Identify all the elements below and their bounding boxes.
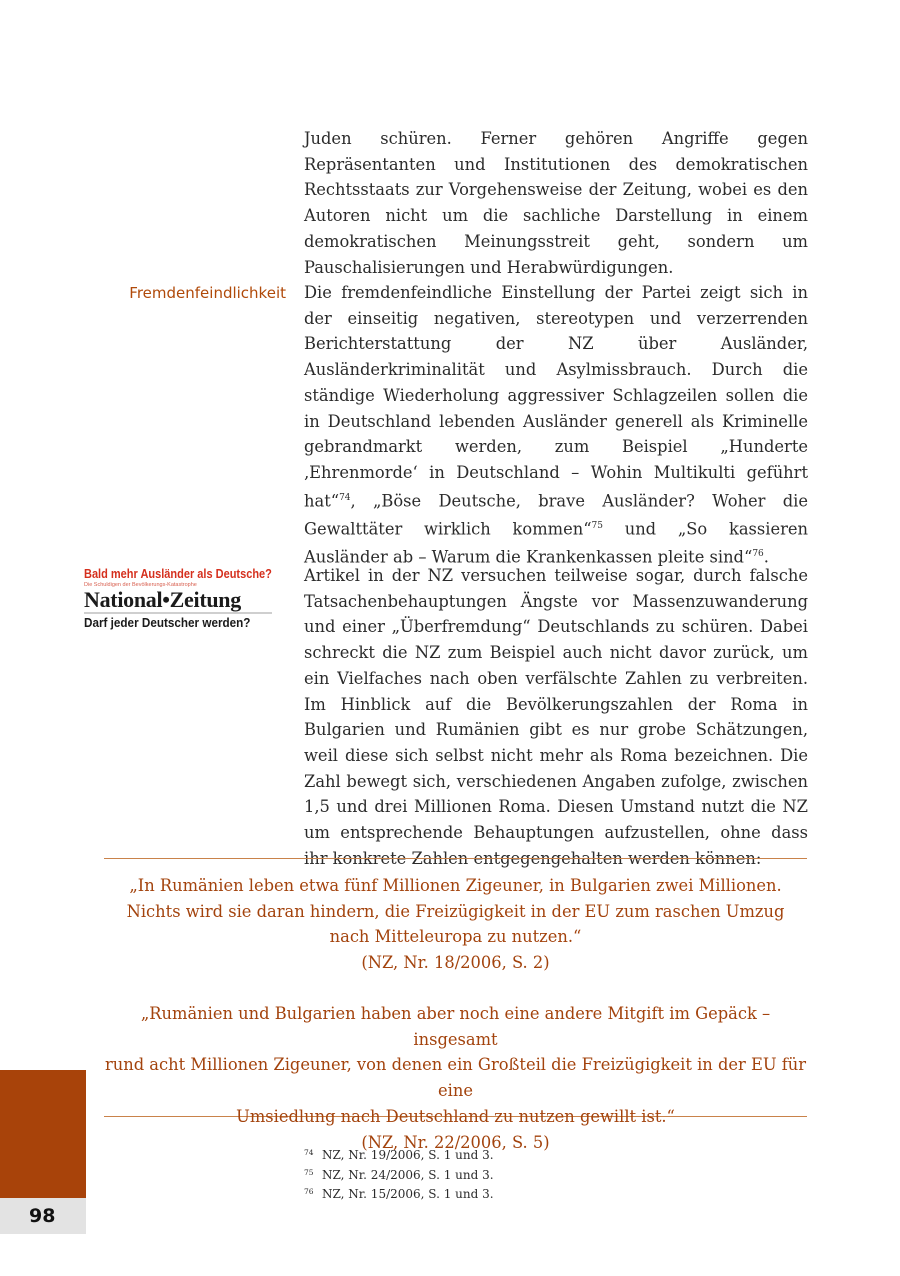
clipping-divider [84, 612, 272, 614]
footnotes [304, 1146, 704, 1205]
quote-1-line-3: nach Mitteleuropa zu nutzen.“ [329, 927, 582, 947]
quote-2-line-1: „Rumänien und Bulgarien haben aber noch eine andere Mitgift im Gepäck – insgesamt [140, 1004, 771, 1049]
footnote-item [304, 1166, 704, 1186]
paragraph-2-part-d: . [763, 547, 769, 567]
quote-1-source: (NZ, Nr. 18/2006, S. 2) [361, 953, 550, 973]
quote-1 [104, 873, 807, 976]
footnote-text: NZ, Nr. 24/2006, S. 1 und 3. [322, 1167, 494, 1182]
paragraph-3 [304, 563, 808, 871]
quote-2 [104, 1001, 807, 1155]
paragraph-2-part-c: und „So kassieren Ausländer ab – Warum die Krankenkassen pleite sind“ [304, 519, 808, 567]
quote-2-line-3: Umsiedlung nach Deutschland zu nutzen gewillt ist.“ [236, 1106, 675, 1126]
paragraph-1-text: Juden schüren. Ferner gehören Angriffe gegen Repräsentanten und Institutionen des demokratischen Rechtsstaats zur Vorgehensweise der Zeitung, wobei es den Autoren nicht um die sachliche Darstellung in einem demokratischen Meinungsstreit geht, sondern um Pauschalisierungen und Herabwürdigungen. [304, 129, 808, 277]
paragraph-2-text [304, 280, 808, 570]
footnote-ref-76: 76 [752, 548, 764, 559]
paragraph-2-part-a: Die fremdenfeindliche Einstellung der Partei zeigt sich in der einseitig negativen, stereotypen und verzerrenden Berichterstattung der NZ über Ausländer, Ausländerkriminalität und Asylmissbrauch. Durch die ständige Wiederholung aggressiver Schlagzeilen sollen die in Deutschland lebenden Ausländer generell als Kriminelle gebrandmarkt werden, zum Beispiel „Hunderte ‚Ehrenmorde‘ in Deutschland – Wohin Multikulti geführt hat“ [304, 283, 808, 511]
newspaper-clipping [84, 567, 272, 649]
quote-2-line-2: rund acht Millionen Zigeuner, von denen ein Großteil die Freizügigkeit in der EU für eine [104, 1055, 807, 1101]
footnote-text: NZ, Nr. 19/2006, S. 1 und 3. [322, 1148, 494, 1162]
quote-1-line-2: Nichts wird sie daran hindern, die Freizügigkeit in der EU zum raschen Umzug [126, 901, 785, 921]
clipping-masthead: National•Zeitung [84, 587, 241, 612]
quote-2-source: (NZ, Nr. 22/2006, S. 5) [361, 1132, 550, 1152]
margin-heading: Fremdenfeindlichkeit [129, 284, 286, 302]
accent-color-block [0, 1070, 86, 1198]
footnote-number: 75 [304, 1167, 314, 1177]
page-number: 98 [29, 1205, 56, 1227]
footnote-text: NZ, Nr. 15/2006, S. 1 und 3. [322, 1187, 494, 1201]
quote-box [104, 858, 807, 1152]
footnote-number: 74 [304, 1148, 314, 1157]
clipping-headline-bottom: Darf jeder Deutscher werden? [84, 615, 251, 630]
quote-1-line-1: „In Rumänien leben etwa fünf Millionen Zigeuner, in Bulgarien zwei Millionen. [129, 876, 782, 895]
clipping-subline: Die Schuldigen der Bevölkerungs-Katastrophe [84, 582, 197, 588]
paragraph-2-part-b: , „Böse Deutsche, brave Ausländer? Woher die Gewalttäter wirklich kommen“ [304, 491, 808, 539]
footnote-ref-75: 75 [591, 520, 603, 531]
footnote-item [304, 1185, 704, 1205]
paragraph-1 [304, 126, 808, 280]
footnote-number: 76 [304, 1187, 314, 1196]
footnote-ref-74: 74 [339, 492, 351, 503]
footnote-item [304, 1146, 704, 1166]
clipping-headline-top: Bald mehr Ausländer als Deutsche? [84, 567, 272, 581]
paragraph-3-text: Artikel in der NZ versuchen teilweise sogar, durch falsche Tatsachenbehauptungen Ängste vor Massenzuwanderung und einer „Überfremdung“ Deutschlands zu schüren. Dabei schreckt die NZ zum Beispiel auch nicht davor zurück, um ein Vielfaches nach oben verfälschte Zahlen zu verbreiten. Im Hinblick auf die Bevölkerungszahlen der Roma in Bulgarien und Rumänien gibt es nur grobe Schätzungen, weil diese sich selbst nicht mehr als Roma bezeichnen. Die Zahl bewegt sich, verschiedenen Angaben zufolge, zwischen 1,5 und drei Millionen Roma. Diesen Umstand nutzt die NZ um entsprechende Behauptungen aufzustellen, ohne dass ihr konkrete Zahlen entgegengehalten werden können: [304, 566, 808, 868]
paragraph-2 [304, 280, 808, 570]
